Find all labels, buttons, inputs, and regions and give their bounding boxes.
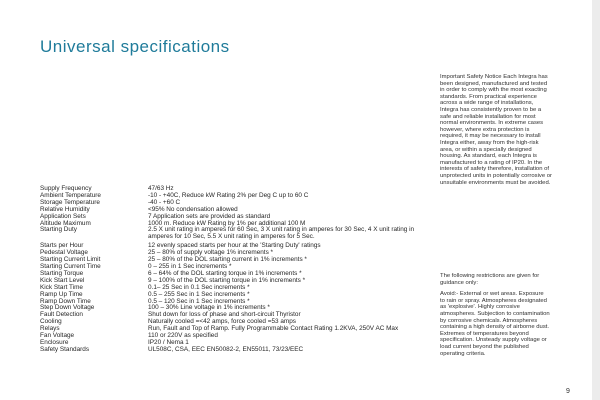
safety-notice: Important Safety Notice Each Integra has been designed, manufactured and tested in order to comply with the most exacting standards. From practical experience across a wide range of installations, Integra has consistently proven to be a safe and reliable installation for most normal environments. In extreme cases however, where extra protection is required, it may be necessary to install Integra either, away from the high-risk area, or within a specially designed housing. As standard, each Integra is manufactured to a rating of IP20. In the interests of safety therefore, installation of unprotected units in potentially corrosive or unsuitable environments must be avoided.: [440, 74, 552, 186]
table-row: [40, 326, 426, 333]
spec-label: Ramp Down Time: [40, 297, 91, 305]
spec-value: 25 – 80% of the DOL starting current in 1% increments *: [148, 256, 307, 264]
spec-value: 12 evenly spaced starts per hour at the 'Starting Duty' ratings: [148, 242, 321, 250]
spec-value: 0.1– 25 Sec in 0.1 Sec increments *: [148, 283, 250, 291]
spec-value: -40 - +60 C: [148, 198, 181, 206]
spec-value: 25 – 80% of supply voltage 1% increments *: [148, 249, 274, 257]
spec-value: 0.5 – 255 Sec in 1 Sec increments *: [148, 290, 250, 298]
spec-value: 1000 m. Reduce kW Rating by 1% per additional 100 M: [148, 219, 306, 227]
spec-label: Kick Start Level: [40, 276, 85, 284]
spec-value: -10 - +40C, Reduce kW Rating 2% per Deg C up to 60 C: [148, 191, 309, 199]
spec-value: Shut down for loss of phase and short-circuit Thyristor: [148, 311, 301, 319]
spec-value: UL508C, CSA, EEC EN50082-2, EN55011, 73/23/EEC: [148, 345, 304, 353]
spec-label: Relays: [40, 325, 60, 333]
page-title: Universal specifications: [40, 37, 230, 56]
spec-value: <95% No condensation allowed: [148, 205, 238, 213]
spec-value: 110 or 220V as specified: [148, 332, 218, 340]
spec-value: 6 – 64% of the DOL starting torque in 1% increments *: [148, 269, 302, 277]
spec-value: 0.5 – 120 Sec in 1 Sec increments *: [148, 297, 250, 305]
spec-label: Pedestal Voltage: [40, 249, 88, 257]
table-row: [40, 227, 426, 243]
restrictions-notes: [440, 273, 550, 362]
table-row: [40, 347, 426, 354]
page-edge-strip: [592, 0, 600, 400]
restrictions-intro: The following restrictions are given for guidance only:: [440, 273, 540, 286]
spec-label: Supply Frequency: [40, 185, 92, 192]
spec-label: Starting Current Limit: [40, 256, 101, 264]
spec-label: Kick Start Time: [40, 283, 83, 291]
spec-label: Fault Detection: [40, 311, 83, 319]
spec-value: 9 – 100% of the DOL starting torque in 1% increments *: [148, 276, 306, 284]
spec-label: Enclosure: [40, 338, 69, 346]
spec-label: Starting Duty: [40, 226, 77, 234]
spec-label: Application Sets: [40, 212, 86, 220]
spec-label: Fan Voltage: [40, 332, 75, 340]
table-row: [40, 333, 426, 340]
spec-value: 2.5 X unit rating in amperes for 60 Sec, 3 X unit rating in amperes for 30 Sec, 4 X unit rating in amperes for 10 Sec, 5.5 X unit rating in amperes for 5 Sec.: [148, 226, 415, 241]
spec-value: IP20 / Nema 1: [148, 338, 189, 346]
spec-value: Naturally cooled =<42 amps, force cooled =53 amps: [148, 318, 296, 326]
spec-label: Storage Temperature: [40, 198, 100, 206]
spec-value: 100 – 30% Line voltage in 1% increments *: [148, 304, 270, 312]
restrictions-list: Avoid:- External or wet areas. Exposure to rain or spray. Atmospheres designated as 'explosive'. Highly corrosive atmospheres. Subjection to contamination by corrosive chemicals. Atmospheres containing a high density of airborne dust. Extremes of temperatures beyond specification. Unsteady supply voltage or load current beyond the published operating criteria.: [440, 291, 550, 357]
spec-label: Step Down Voltage: [40, 304, 95, 312]
spec-label: Altitude Maximum: [40, 219, 91, 227]
spec-value: 7 Application sets are provided as standard: [148, 212, 271, 220]
specifications-table: [40, 186, 426, 354]
page-number: 9: [566, 388, 570, 395]
spec-label: Starting Current Time: [40, 262, 101, 270]
spec-value: 0 – 255 in 1 Sec increments *: [148, 262, 232, 270]
spec-label: Starting Torque: [40, 269, 84, 277]
spec-value: 47/63 Hz: [148, 185, 174, 192]
spec-label: Starts per Hour: [40, 242, 84, 250]
spec-label: Safety Standards: [40, 345, 90, 353]
spec-label: Ambient Temperature: [40, 191, 101, 199]
spec-value: Run, Fault and Top of Ramp. Fully Programmable Contact Rating 1.2KVA, 250V AC Max: [148, 325, 399, 333]
spec-label: Ramp Up Time: [40, 290, 83, 298]
spec-label: Relative Humidity: [40, 205, 90, 213]
spec-label: Cooling: [40, 318, 62, 326]
